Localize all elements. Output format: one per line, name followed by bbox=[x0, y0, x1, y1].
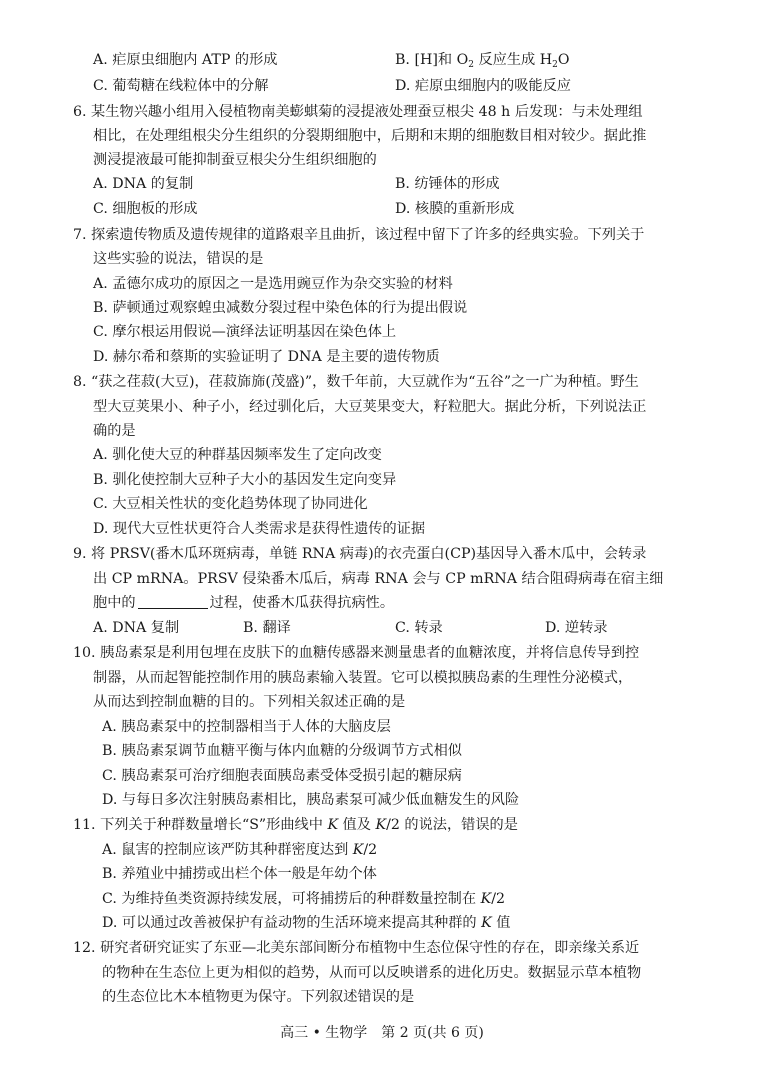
q7-option-c: C. 摩尔根运用假说—演绎法证明基因在染色体上 bbox=[93, 324, 397, 340]
q11-option-c bbox=[102, 887, 505, 911]
q11-option-c-tail: /2 bbox=[491, 891, 505, 907]
q7-stem-line-1: 7. 探索遗传物质及遗传规律的道路艰辛且曲折，该过程中留下了许多的经典实验。下列关于 bbox=[73, 227, 645, 243]
q5-option-a: A. 疟原虫细胞内 ATP 的形成 bbox=[93, 52, 278, 68]
q5-option-c: C. 葡萄糖在线粒体中的分解 bbox=[93, 78, 269, 94]
q11-stem-text-3: /2 的说法，错误的是 bbox=[386, 817, 518, 833]
q9-option-d: D. 逆转录 bbox=[545, 620, 608, 636]
q7-option-a: A. 孟德尔成功的原因之一是选用豌豆作为杂交实验的材料 bbox=[93, 276, 453, 292]
q6-stem-line-3: 测浸提液最可能抑制蚕豆根尖分生组织细胞的 bbox=[93, 152, 377, 168]
q12-stem-line-1: 12. 研究者研究证实了东亚—北美东部间断分布植物中生态位保守性的存在，即亲缘关系近 bbox=[73, 940, 640, 956]
page-footer: 高三 • 生物学 第 2 页(共 6 页) bbox=[280, 1025, 484, 1041]
q11-option-a-tail: /2 bbox=[363, 842, 378, 858]
q5-option-b bbox=[395, 48, 569, 72]
q6-stem-line-1: 6. 某生物兴趣小组用入侵植物南美蟛蜞菊的浸提液处理蚕豆根尖 48 h 后发现：与未处理组 bbox=[73, 104, 643, 120]
q11-option-d bbox=[102, 911, 510, 935]
q11-option-d-tail: 值 bbox=[491, 915, 511, 931]
q9-stem-line-1: 9. 将 PRSV(番木瓜环斑病毒，单链 RNA 病毒)的衣壳蛋白(CP)基因导入番木瓜中，会转录 bbox=[73, 546, 647, 562]
q11-stem-k1: K bbox=[327, 817, 339, 833]
answer-blank bbox=[138, 594, 208, 609]
q12-stem-line-3: 的生态位比木本植物更为保守。下列叙述错误的是 bbox=[102, 989, 415, 1005]
q7-option-d: D. 赫尔希和蔡斯的实验证明了 DNA 是主要的遗传物质 bbox=[93, 349, 440, 365]
q10-stem-line-1: 10. 胰岛素泵是利用包埋在皮肤下的血糖传感器来测量患者的血糖浓度，并将信息传导到控 bbox=[73, 645, 640, 661]
q8-stem-line-1: 8. “获之荏菽(大豆)，荏菽旆旆(茂盛)”，数千年前，大豆就作为“五谷”之一广为种植。野生 bbox=[73, 374, 639, 390]
q11-option-a-k: K bbox=[352, 842, 364, 858]
q9-stem-line-3-post: 过程，使番木瓜获得抗病性。 bbox=[209, 595, 395, 611]
q9-option-a: A. DNA 复制 bbox=[93, 620, 180, 636]
q11-option-c-k: K bbox=[480, 891, 492, 907]
q11-option-d-k: K bbox=[481, 915, 492, 931]
q10-stem-line-3: 从而达到控制血糖的目的。下列相关叙述正确的是 bbox=[93, 694, 406, 710]
q8-stem-line-3: 确的是 bbox=[93, 423, 136, 439]
q5-option-b-sub2: 2 bbox=[552, 60, 558, 70]
q9-stem-line-3 bbox=[93, 591, 394, 615]
q6-option-d: D. 核膜的重新形成 bbox=[395, 201, 515, 217]
q10-option-d: D. 与每日多次注射胰岛素相比，胰岛素泵可减少低血糖发生的风险 bbox=[102, 792, 520, 808]
q9-stem-line-2: 出 CP mRNA。PRSV 侵染番木瓜后，病毒 RNA 会与 CP mRNA 结合阻碍病毒在宿主细 bbox=[93, 571, 664, 587]
q5-option-b-text2: 反应生成 H bbox=[473, 52, 553, 68]
q10-option-b: B. 胰岛素泵调节血糖平衡与体内血糖的分级调节方式相似 bbox=[102, 743, 462, 759]
q5-option-b-sub1: 2 bbox=[468, 60, 474, 70]
q9-option-c: C. 转录 bbox=[395, 620, 443, 636]
q8-option-a: A. 驯化使大豆的种群基因频率发生了定向改变 bbox=[93, 447, 382, 463]
q11-stem-text-2: 值及 bbox=[338, 817, 376, 833]
q8-option-b: B. 驯化使控制大豆种子大小的基因发生定向变异 bbox=[93, 472, 397, 488]
q11-option-d-text: D. 可以通过改善被保护有益动物的生活环境来提高其种群的 bbox=[102, 915, 482, 931]
q8-option-c: C. 大豆相关性状的变化趋势体现了协同进化 bbox=[93, 496, 368, 512]
q11-option-a-text: A. 鼠害的控制应该严防其种群密度达到 bbox=[102, 842, 353, 858]
q6-option-b: B. 纺锤体的形成 bbox=[395, 176, 500, 192]
q12-stem-line-2: 的物种在生态位上更为相似的趋势，从而可以反映谱系的进化历史。数据显示草本植物 bbox=[102, 965, 642, 981]
q11-option-c-text: C. 为维持鱼类资源持续发展，可将捕捞后的种群数量控制在 bbox=[102, 891, 481, 907]
q10-option-c: C. 胰岛素泵可治疗细胞表面胰岛素受体受损引起的糖尿病 bbox=[102, 768, 462, 784]
q11-stem bbox=[73, 813, 518, 837]
q8-stem-line-2: 型大豆荚果小、种子小，经过驯化后，大豆荚果变大，籽粒肥大。据此分析，下列说法正 bbox=[93, 399, 647, 415]
q11-stem-text-1: 11. 下列关于种群数量增长“S”形曲线中 bbox=[73, 817, 328, 833]
q11-option-a bbox=[102, 838, 377, 862]
q6-option-c: C. 细胞板的形成 bbox=[93, 201, 198, 217]
q11-stem-k2: K bbox=[375, 817, 387, 833]
q5-option-b-text1: B. [H]和 O bbox=[395, 52, 469, 68]
q10-stem-line-2: 制器，从而起智能控制作用的胰岛素输入装置。它可以模拟胰岛素的生理性分泌模式， bbox=[93, 670, 633, 686]
q11-option-b: B. 养殖业中捕捞或出栏个体一般是年幼个体 bbox=[102, 866, 377, 882]
q7-option-b: B. 萨顿通过观察蝗虫减数分裂过程中染色体的行为提出假说 bbox=[93, 300, 468, 316]
q5-option-b-text3: O bbox=[557, 52, 570, 68]
q6-option-a: A. DNA 的复制 bbox=[93, 176, 194, 192]
q9-option-b: B. 翻译 bbox=[243, 620, 291, 636]
q6-stem-line-2: 相比，在处理组根尖分生组织的分裂期细胞中，后期和末期的细胞数目相对较少。据此推 bbox=[93, 128, 647, 144]
q9-stem-line-3-pre: 胞中的 bbox=[93, 595, 136, 611]
q5-option-d: D. 疟原虫细胞内的吸能反应 bbox=[395, 78, 571, 94]
q8-option-d: D. 现代大豆性状更符合人类需求是获得性遗传的证据 bbox=[93, 521, 426, 537]
q10-option-a: A. 胰岛素泵中的控制器相当于人体的大脑皮层 bbox=[102, 719, 391, 735]
q7-stem-line-2: 这些实验的说法，错误的是 bbox=[93, 251, 264, 267]
